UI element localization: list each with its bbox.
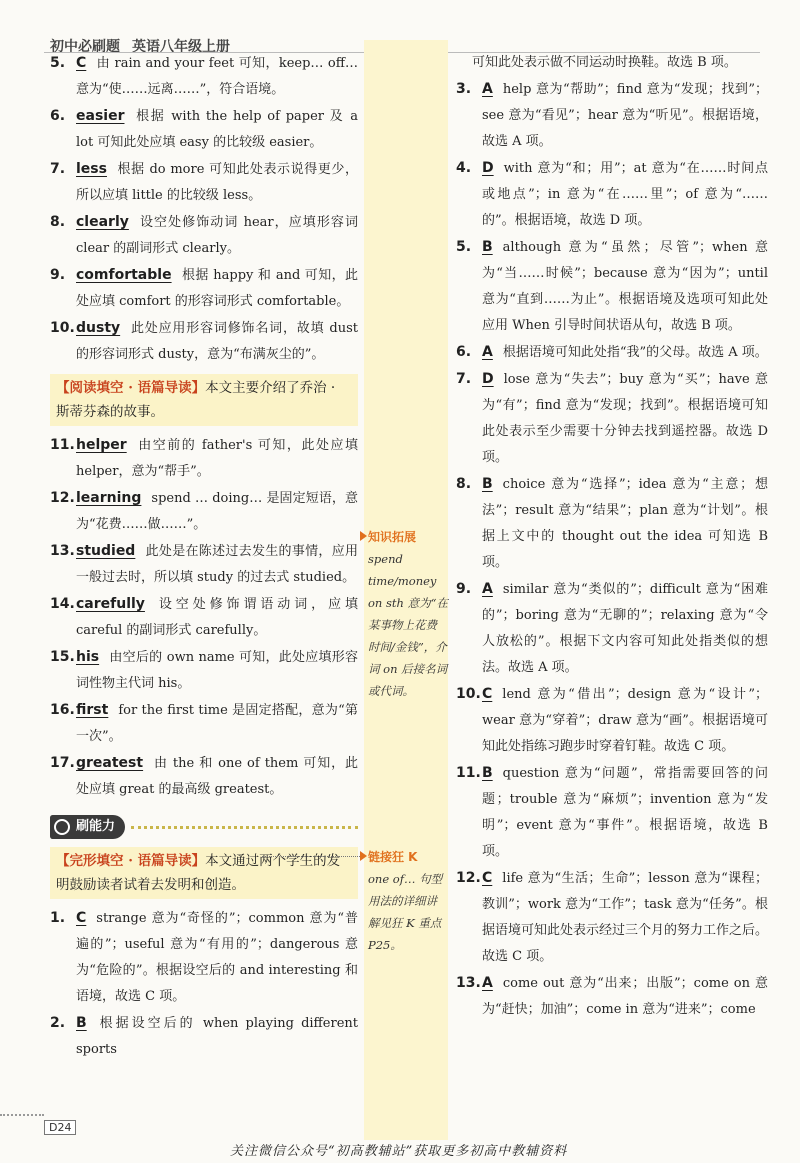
answer-item xyxy=(456,234,768,339)
answer-item xyxy=(50,1010,358,1063)
answer-key: greatest xyxy=(76,755,144,771)
answer-key: B xyxy=(482,239,493,255)
answer-key: B xyxy=(76,1015,87,1031)
answer-item xyxy=(456,865,768,970)
explanation: lend 意为“借出”；design 意为“设计”；wear 意为“穿着”；draw 意为“画”。根据语境可知此处指练习跑步时穿着钉鞋。故选 C 项。 xyxy=(482,687,768,754)
explanation: come out 意为“出来；出版”；come on 意为“赶快；加油”；come in 意为“进来”；come xyxy=(482,976,768,1017)
leader-dots xyxy=(262,856,362,857)
item-number: 10. xyxy=(456,686,481,702)
answer-key: helper xyxy=(76,437,127,453)
answer-item xyxy=(456,155,768,234)
explanation: 此处应用形容词修饰名词，故填 dust 的形容词形式 dusty，意为“布满灰尘的”。 xyxy=(76,321,358,362)
item-number: 16. xyxy=(50,702,75,718)
explanation: life 意为“生活；生命”；lesson 意为“课程；教训”；work 意为“工作”；task 意为“任务”。根据语境可知此处表示经过三个月的努力工作之后。故选 C 项。 xyxy=(482,871,769,964)
answer-key: A xyxy=(482,81,493,97)
item-number: 2. xyxy=(50,1015,66,1031)
answer-item xyxy=(50,538,358,591)
ability-badge xyxy=(50,815,125,839)
answer-list-b xyxy=(50,432,358,803)
answer-key: carefully xyxy=(76,596,145,612)
item-number: 13. xyxy=(456,975,481,991)
item-number: 6. xyxy=(456,344,472,360)
answer-item xyxy=(456,681,768,760)
answer-key: B xyxy=(482,476,493,492)
answer-key: studied xyxy=(76,543,136,559)
explanation: 设空处修饰谓语动词，应填 careful 的副词形式 carefully。 xyxy=(76,597,358,638)
answer-key: B xyxy=(482,765,493,781)
explanation: 由空后的 own name 可知，此处应填形容词性物主代词 his。 xyxy=(76,650,358,691)
note-body: one of… 句型用法的详细讲解见狂 K 重点 P25。 xyxy=(368,872,443,952)
answer-item xyxy=(50,644,358,697)
link-note xyxy=(368,846,448,956)
answer-key: learning xyxy=(76,490,142,506)
answer-key: first xyxy=(76,702,109,718)
explanation: 由 the 和 one of them 可知，此处应填 great 的最高级 greatest。 xyxy=(76,756,358,797)
explanation: lose 意为“失去”；buy 意为“买”；have 意为“有”；find 意为“发现；找到”。根据语境可知此处表示至少需要十分钟去找到遥控器。故选 D 项。 xyxy=(482,372,768,465)
explanation: choice 意为“选择”；idea 意为“主意；想法”；result 意为“结果”；plan 意为“计划”。根据上文中的 thought out the idea 可知选 B 项。 xyxy=(482,477,768,570)
answer-item xyxy=(50,485,358,538)
explanation: for the first time 是固定搭配，意为“第一次”。 xyxy=(76,703,358,744)
note-title: 链接狂 K xyxy=(368,850,418,864)
book-series-title: 初中必刷题 xyxy=(50,39,120,55)
item-number: 5. xyxy=(50,55,66,71)
explanation: 此处是在陈述过去发生的事情，应用一般过去时，所以填 study 的过去式 studied。 xyxy=(76,544,358,585)
answer-key: A xyxy=(482,344,493,360)
item-number: 13. xyxy=(50,543,75,559)
item-number: 14. xyxy=(50,596,75,612)
note-body: spend time/money on sth 意为“在某事物上花费时间/金钱”，介词 on 后接名词或代词。 xyxy=(368,552,448,698)
item-number: 12. xyxy=(50,490,75,506)
ability-label: 刷能力 xyxy=(76,819,116,834)
answer-item xyxy=(50,432,358,485)
explanation: 根据 with the help of paper 及 a lot 可知此处应填 easy 的比较级 easier。 xyxy=(76,109,358,150)
explanation: 根据设空后的 when playing different sports xyxy=(76,1016,358,1057)
footer-note: 关注微信公众号“初高教辅站”获取更多初高中教辅资料 xyxy=(230,1144,568,1159)
answer-item xyxy=(456,76,768,155)
explanation: 根据 happy 和 and 可知，此处应填 comfort 的形容词形式 comfortable。 xyxy=(76,268,358,309)
answer-item xyxy=(50,750,358,803)
answer-item xyxy=(456,576,768,681)
page-rule xyxy=(0,1114,44,1116)
answer-item xyxy=(456,366,768,471)
left-column xyxy=(50,50,358,1063)
item-number: 11. xyxy=(50,437,75,453)
answer-key: A xyxy=(482,581,493,597)
item-number: 7. xyxy=(456,371,472,387)
explanation: 设空处修饰动词 hear，应填形容词 clear 的副词形式 clearly。 xyxy=(76,215,358,256)
answer-item xyxy=(50,156,358,209)
item-number: 17. xyxy=(50,755,75,771)
book-subject-title: 英语八年级上册 xyxy=(132,39,230,55)
answer-item xyxy=(50,905,358,1010)
answer-item xyxy=(456,471,768,576)
explanation: 由空前的 father's 可知，此处应填 helper，意为“帮手”。 xyxy=(76,438,358,479)
ability-banner xyxy=(50,813,358,841)
answer-key: D xyxy=(482,160,494,176)
item-number: 6. xyxy=(50,108,66,124)
item-number: 4. xyxy=(456,160,472,176)
answer-key: his xyxy=(76,649,100,665)
answer-key: easier xyxy=(76,108,125,124)
answer-item xyxy=(50,50,358,103)
brush-icon xyxy=(54,819,70,835)
section-tag: 【阅读填空 · 语篇导读】 xyxy=(56,380,206,396)
page-number: D24 xyxy=(44,1120,76,1135)
knowledge-note xyxy=(368,526,448,702)
explanation: question 意为“问题”，常指需要回答的问题；trouble 意为“麻烦”；invention 意为“发明”；event 意为“事件”。根据语境，故选 B 项。 xyxy=(482,766,768,859)
continued-text: 可知此处表示做不同运动时换鞋。故选 B 项。 xyxy=(472,55,737,70)
explanation: 根据 do more 可知此处表示说得更少，所以应填 little 的比较级 less。 xyxy=(76,162,358,203)
item-number: 8. xyxy=(456,476,472,492)
note-arrow-icon xyxy=(360,851,367,861)
banner-divider xyxy=(131,826,358,829)
answer-key: A xyxy=(482,975,493,991)
item-number: 11. xyxy=(456,765,481,781)
answer-item xyxy=(456,970,768,1023)
section-cloze xyxy=(50,847,358,899)
answer-item xyxy=(50,591,358,644)
answer-item xyxy=(456,760,768,865)
explanation: with 意为“和；用”；at 意为“在……时间点或地点”；in 意为“在……里”；of 意为“……的”。根据语境，故选 D 项。 xyxy=(482,161,768,228)
answer-item xyxy=(50,697,358,750)
item-number: 5. xyxy=(456,239,472,255)
answer-key: dusty xyxy=(76,320,121,336)
explanation: although 意为“虽然；尽管”；when 意为“当……时候”；because 意为“因为”；until 意为“直到……为止”。根据语境及选项可知此处应用 When 引导时间状语从句，故选 B 项。 xyxy=(482,240,768,333)
answer-key: C xyxy=(482,686,493,702)
item-number: 9. xyxy=(456,581,472,597)
explanation: help 意为“帮助”；find 意为“发现；找到”；see 意为“看见”；hear 意为“听见”。根据语境，故选 A 项。 xyxy=(482,82,768,149)
answer-list-c xyxy=(50,905,358,1063)
right-column xyxy=(456,50,768,1023)
item-number: 15. xyxy=(50,649,75,665)
section-text: 本文通过两个学生的发明鼓励读者试着去发明和创造。 xyxy=(56,853,341,893)
section-text: 本文主要介绍了乔治 · 斯蒂芬森的故事。 xyxy=(56,380,336,420)
section-reading-fill xyxy=(50,374,358,426)
note-arrow-icon xyxy=(360,531,367,541)
explanation: similar 意为“类似的”；difficult 意为“困难的”；boring 意为“无聊的”；relaxing 意为“令人放松的”。根据下文内容可知此处指类似的想法。故选 A 项。 xyxy=(482,582,768,675)
answer-list-right xyxy=(456,76,768,1023)
item-number: 10. xyxy=(50,320,75,336)
answer-key: C xyxy=(482,870,493,886)
answer-key: C xyxy=(76,910,87,926)
section-tag: 【完形填空 · 语篇导读】 xyxy=(56,853,206,869)
explanation: 由 rain and your feet 可知，keep… off… 意为“使……远离……”，符合语境。 xyxy=(76,56,358,97)
item-number: 9. xyxy=(50,267,66,283)
answer-item xyxy=(50,103,358,156)
explanation: strange 意为“奇怪的”；common 意为“普遍的”；useful 意为“有用的”；dangerous 意为“危险的”。根据设空后的 and interesting 和语境，故选 C 项。 xyxy=(76,911,358,1004)
explanation: 根据语境可知此处指“我”的父母。故选 A 项。 xyxy=(502,345,768,360)
item-number: 3. xyxy=(456,81,472,97)
item-number: 12. xyxy=(456,870,481,886)
answer-item xyxy=(50,209,358,262)
answer-item xyxy=(50,315,358,368)
note-title: 知识拓展 xyxy=(368,530,417,544)
answer-item xyxy=(50,262,358,315)
item-number: 1. xyxy=(50,910,66,926)
explanation: spend … doing… 是固定短语，意为“花费……做……”。 xyxy=(76,491,358,532)
item-number: 7. xyxy=(50,161,66,177)
answer-key: comfortable xyxy=(76,267,172,283)
answer-key: less xyxy=(76,161,107,177)
answer-list-a xyxy=(50,50,358,368)
answer-item xyxy=(456,339,768,366)
answer-key: C xyxy=(76,55,87,71)
item-number: 8. xyxy=(50,214,66,230)
answer-key: clearly xyxy=(76,214,129,230)
answer-key: D xyxy=(482,371,494,387)
